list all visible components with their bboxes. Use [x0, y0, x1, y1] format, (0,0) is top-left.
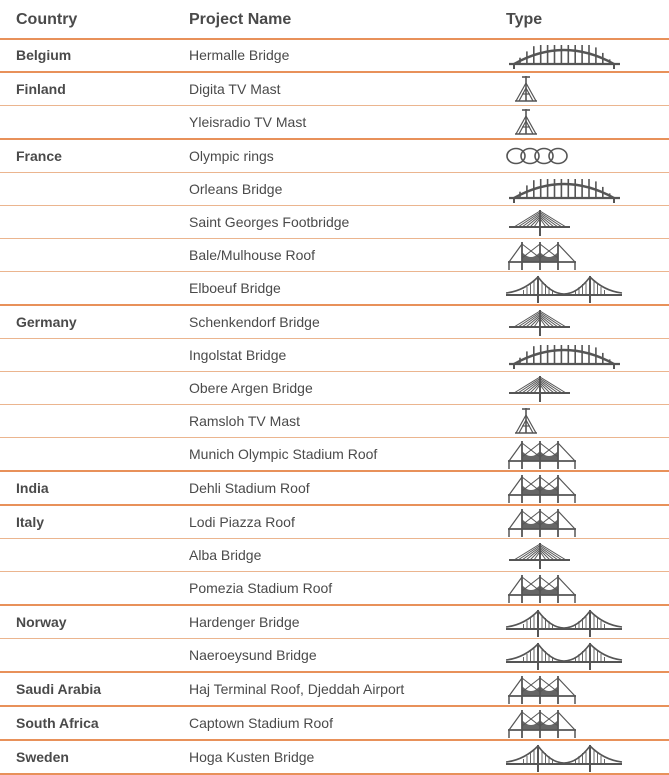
country-cell: Italy: [16, 514, 45, 530]
project-name-cell: Hermalle Bridge: [189, 47, 290, 63]
table-row: [0, 438, 669, 472]
table-row: [0, 539, 669, 572]
project-name-cell: Olympic rings: [189, 148, 274, 164]
tv-mast-icon: [506, 107, 626, 137]
project-name-cell: Saint Georges Footbridge: [189, 214, 350, 230]
project-name-cell: Elboeuf Bridge: [189, 280, 281, 296]
table-row: [0, 673, 669, 707]
table-row: [0, 206, 669, 239]
cable-stayed-bridge-icon: [506, 540, 626, 570]
tent-roof-icon: [506, 573, 626, 603]
arch-bridge-icon: [506, 174, 626, 204]
arch-bridge-icon: [506, 340, 626, 370]
table-row: [0, 73, 669, 106]
table-row: [0, 173, 669, 206]
suspension-bridge-icon: [506, 607, 626, 637]
project-name-cell: Naeroeysund Bridge: [189, 647, 317, 663]
country-cell: Germany: [16, 314, 77, 330]
project-name-cell: Captown Stadium Roof: [189, 715, 333, 731]
project-name-cell: Yleisradio TV Mast: [189, 114, 307, 130]
header-type: Type: [506, 11, 543, 28]
table-header: [0, 0, 669, 40]
country-cell: South Africa: [16, 715, 99, 731]
table-row: [0, 239, 669, 272]
country-cell: Finland: [16, 81, 66, 97]
table-row: [0, 140, 669, 173]
table-row: [0, 372, 669, 405]
table-row: [0, 472, 669, 506]
table-row: [0, 707, 669, 741]
cable-stayed-bridge-icon: [506, 373, 626, 403]
table-row: [0, 572, 669, 606]
table-row: [0, 639, 669, 673]
cable-stayed-bridge-icon: [506, 307, 626, 337]
country-cell: France: [16, 148, 62, 164]
tent-roof-icon: [506, 674, 626, 704]
cable-stayed-bridge-icon: [506, 207, 626, 237]
table-row: [0, 106, 669, 140]
project-name-cell: Orleans Bridge: [189, 181, 283, 197]
tent-roof-icon: [506, 240, 626, 270]
project-name-cell: Pomezia Stadium Roof: [189, 580, 333, 596]
country-cell: Norway: [16, 614, 67, 630]
tv-mast-icon: [506, 74, 626, 104]
arch-bridge-icon: [506, 40, 626, 70]
table-row: [0, 506, 669, 539]
project-name-cell: Haj Terminal Roof, Djeddah Airport: [189, 681, 405, 697]
olympic-rings-icon: [506, 141, 626, 171]
projects-table-body: [0, 39, 669, 775]
project-name-cell: Digita TV Mast: [189, 81, 281, 97]
tent-roof-icon: [506, 473, 626, 503]
project-name-cell: Hoga Kusten Bridge: [189, 749, 315, 765]
country-cell: Belgium: [16, 47, 72, 63]
country-cell: Saudi Arabia: [16, 681, 102, 697]
tent-roof-icon: [506, 507, 626, 537]
project-name-cell: Bale/Mulhouse Roof: [189, 247, 316, 263]
table-row: [0, 405, 669, 438]
project-name-cell: Alba Bridge: [189, 547, 262, 563]
project-name-cell: Ramsloh TV Mast: [189, 413, 300, 429]
project-name-cell: Hardenger Bridge: [189, 614, 300, 630]
project-name-cell: Schenkendorf Bridge: [189, 314, 320, 330]
header-country: Country: [16, 11, 78, 28]
project-name-cell: Dehli Stadium Roof: [189, 480, 310, 496]
table-row: [0, 606, 669, 639]
header-project-name: Project Name: [189, 11, 292, 28]
table-row: [0, 339, 669, 372]
tent-roof-icon: [506, 439, 626, 469]
table-row: [0, 272, 669, 306]
project-name-cell: Munich Olympic Stadium Roof: [189, 446, 378, 462]
table-row: [0, 39, 669, 73]
country-cell: India: [16, 480, 49, 496]
tent-roof-icon: [506, 708, 626, 738]
table-row: [0, 306, 669, 339]
country-cell: Sweden: [16, 749, 69, 765]
suspension-bridge-icon: [506, 640, 626, 670]
project-name-cell: Lodi Piazza Roof: [189, 514, 295, 530]
project-name-cell: Ingolstat Bridge: [189, 347, 287, 363]
tv-mast-icon: [506, 406, 626, 436]
project-name-cell: Obere Argen Bridge: [189, 380, 313, 396]
suspension-bridge-icon: [506, 273, 626, 303]
suspension-bridge-icon: [506, 742, 626, 772]
table-row: [0, 741, 669, 775]
